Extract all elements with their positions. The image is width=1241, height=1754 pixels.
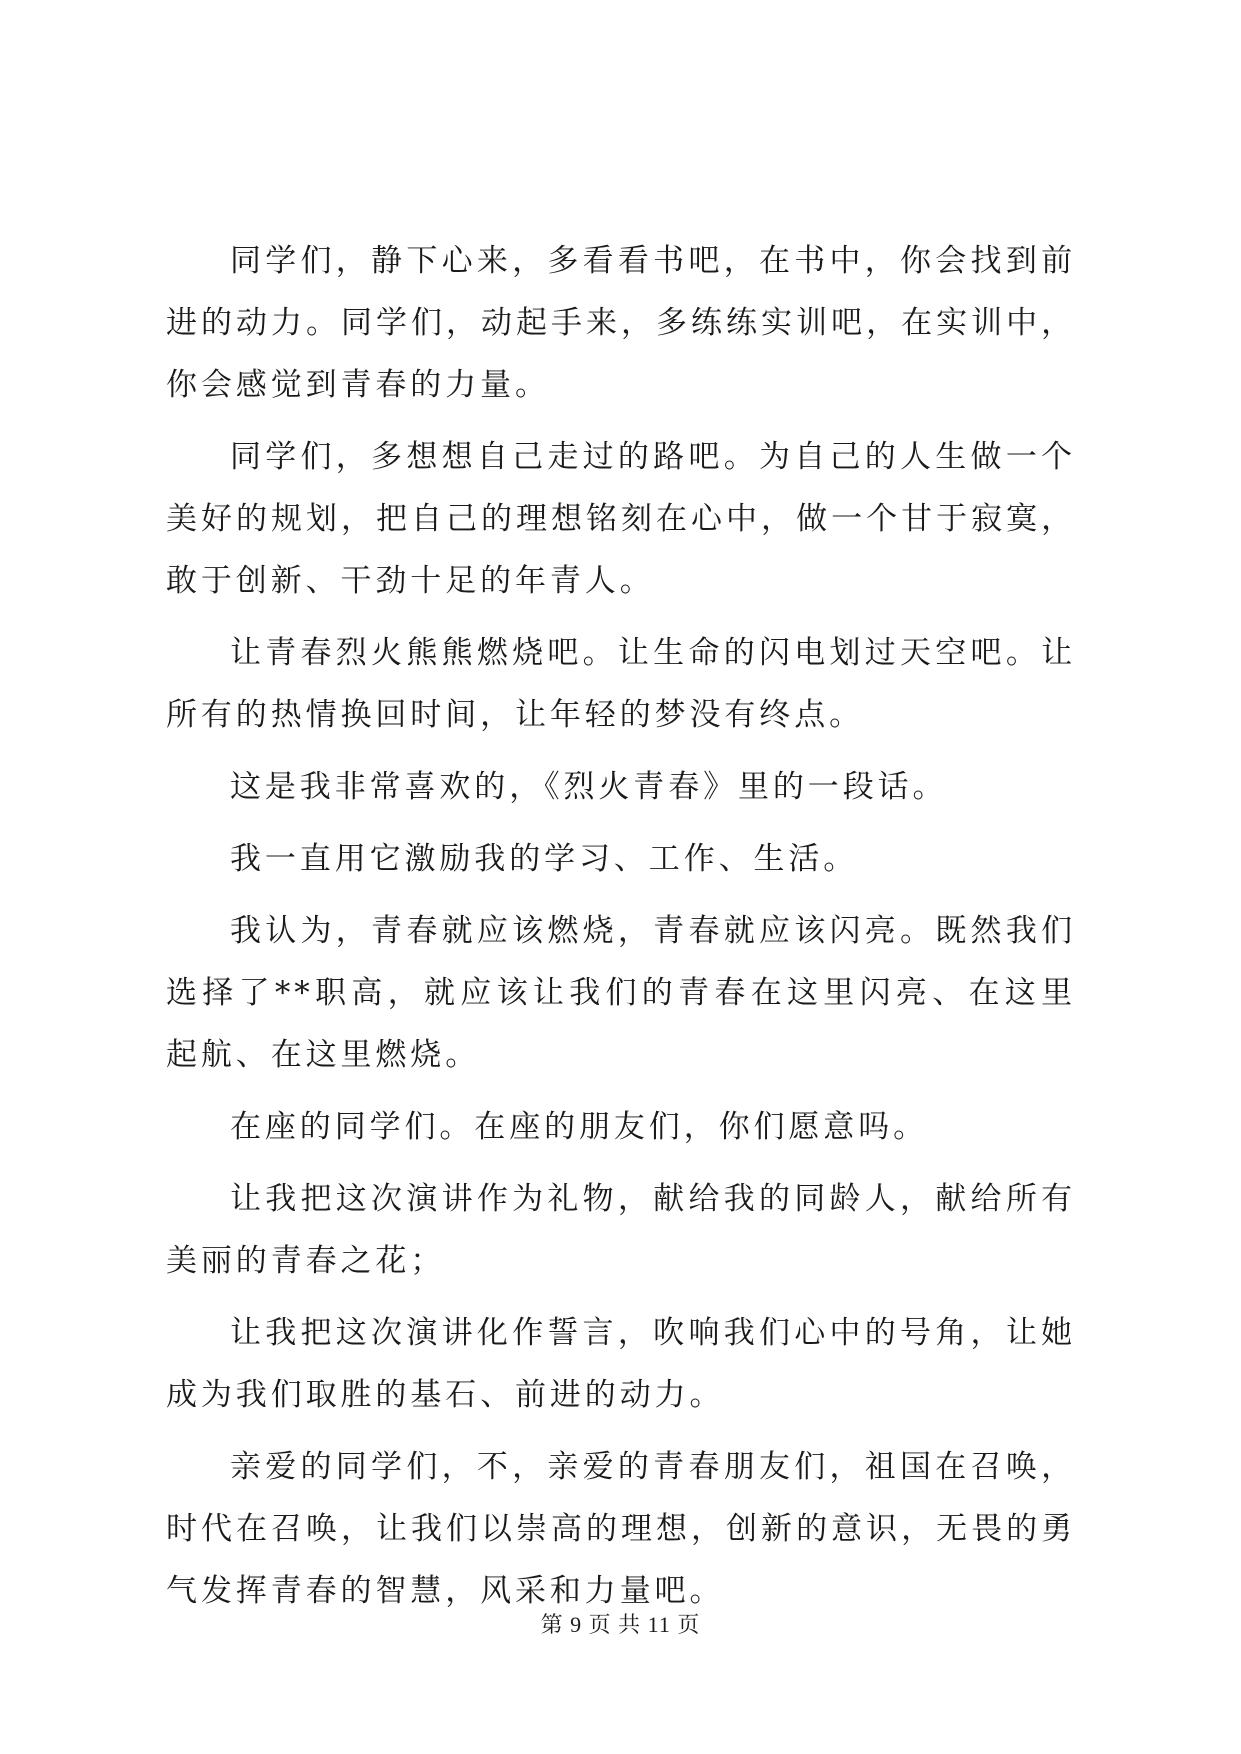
paragraph-7: 在座的同学们。在座的朋友们，你们愿意吗。 <box>230 1109 928 1145</box>
paragraph-2: 同学们，多想想自己走过的路吧。为自己的人生做一个美好的规划，把自己的理想铭刻在心中，做一个甘于寂寞，敢于创新、干劲十足的年青人。 <box>166 439 1076 599</box>
paragraph-6: 我认为，青春就应该燃烧，青春就应该闪亮。既然我们选择了**职高，就应该让我们的青春在这里闪亮、在这里起航、在这里燃烧。 <box>166 913 1076 1073</box>
paragraph-1: 同学们，静下心来，多看看书吧，在书中，你会找到前进的动力。同学们，动起手来，多练练实训吧，在实训中，你会感觉到青春的力量。 <box>166 243 1076 403</box>
paragraph-9: 让我把这次演讲化作誓言，吹响我们心中的号角，让她成为我们取胜的基石、前进的动力。 <box>166 1315 1076 1413</box>
page-number-footer: 第 9 页 共 11 页 <box>540 1612 701 1637</box>
paragraph-10: 亲爱的同学们，不，亲爱的青春朋友们，祖国在召唤，时代在召唤，让我们以崇高的理想，创新的意识，无畏的勇气发挥青春的智慧，风采和力量吧。 <box>166 1449 1076 1609</box>
paragraph-8: 让我把这次演讲作为礼物，献给我的同龄人，献给所有美丽的青春之花； <box>166 1181 1076 1279</box>
document-body <box>166 230 1076 1632</box>
paragraph-4: 这是我非常喜欢的，《烈火青春》里的一段话。 <box>230 769 948 805</box>
paragraph-3: 让青春烈火熊熊燃烧吧。让生命的闪电划过天空吧。让所有的热情换回时间，让年轻的梦没有终点。 <box>166 635 1076 733</box>
paragraph-5: 我一直用它激励我的学习、工作、生活。 <box>230 841 859 877</box>
